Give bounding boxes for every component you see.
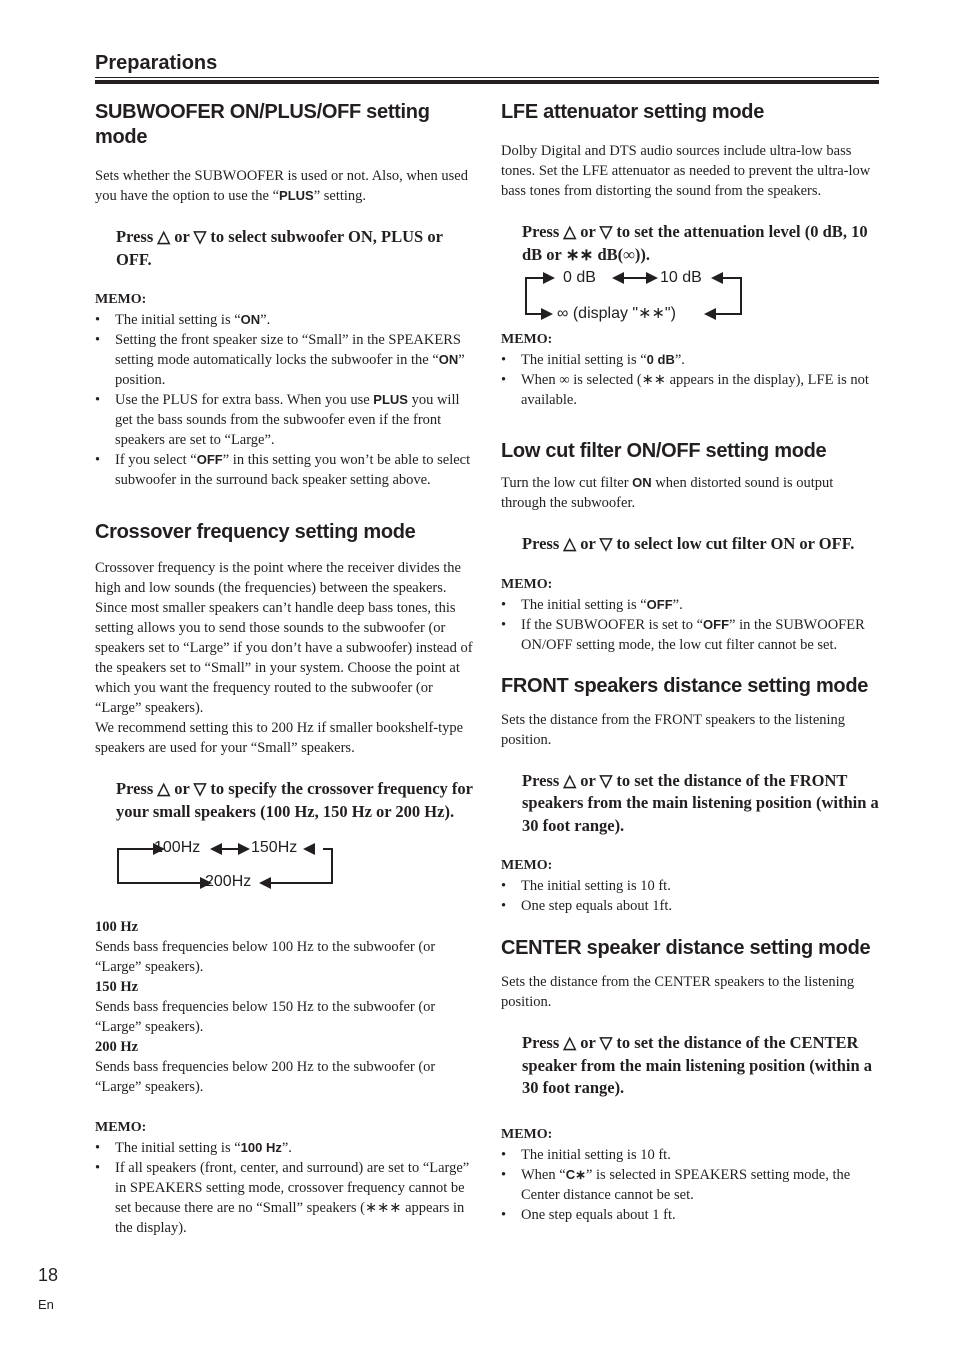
front-distance-section xyxy=(501,674,881,917)
crossover-paragraph-1: Crossover frequency is the point where the receiver divides the high and low sounds (the frequencies) between the speakers. Since most smaller speakers can’t handle deep bass tones, this setting allows you to send those sounds to the subwoofer (or speakers set to “Large” if you don’t have a subwoofer) instead of the speakers set to “Small” in your system. Choose the point at which you want the frequency routed to the subwoofer (or “Large” speakers). xyxy=(95,560,473,716)
memo-text: ” in this setting you won’t be able to select subwoofer in the surround back speaker setting above. xyxy=(115,452,471,488)
page-header-title: Preparations xyxy=(95,52,218,74)
list-item xyxy=(95,1138,475,1158)
crossover-option-150hz: 150Hz xyxy=(251,839,298,856)
page-number: 18 xyxy=(38,1265,59,1285)
option-100hz-heading: 100 Hz xyxy=(95,919,139,935)
lfe-press-instruction: Press △ or ▽ to set the attenuation level (0 dB, 10 dB or ∗∗ dB(∞)). xyxy=(522,222,868,264)
list-item: • The initial setting is 10 ft. xyxy=(501,876,881,896)
front-distance-memo-list xyxy=(501,876,881,916)
memo-text: ”. xyxy=(260,312,271,328)
lowcut-intro-keyword: ON xyxy=(632,475,652,490)
subwoofer-section xyxy=(95,100,475,490)
list-item xyxy=(501,350,881,370)
crossover-option-200hz: 200Hz xyxy=(205,873,252,890)
front-distance-intro: Sets the distance from the FRONT speakers to the listening position. xyxy=(501,711,846,748)
memo-text: ”. xyxy=(281,1140,292,1156)
front-distance-heading: FRONT speakers distance setting mode xyxy=(501,674,869,697)
crossover-press-instruction: Press △ or ▽ to specify the crossover frequency for your small speakers (100 Hz, 150 Hz or 200 Hz). xyxy=(116,779,473,821)
subwoofer-intro-text-a: Sets whether the SUBWOOFER is used or not. Also, when used you have the option to use the “ xyxy=(95,168,468,204)
memo-text: ” position. xyxy=(115,352,465,388)
crossover-cycle-diagram xyxy=(95,839,475,901)
list-item: • One step equals about 1ft. xyxy=(501,896,881,916)
memo-text: If the SUBWOOFER is set to “ xyxy=(521,616,704,633)
left-column xyxy=(95,100,475,1238)
center-distance-heading: CENTER speaker distance setting mode xyxy=(501,937,871,959)
list-item: • One step equals about 1 ft. xyxy=(501,1205,881,1225)
memo-keyword: 100 Hz xyxy=(240,1140,282,1155)
list-item xyxy=(501,615,881,655)
memo-text: The initial setting is “ xyxy=(521,352,647,368)
page-language: En xyxy=(38,1297,54,1312)
lowcut-section xyxy=(501,439,881,655)
memo-text: ”. xyxy=(674,352,685,368)
memo-keyword: ON xyxy=(438,352,459,367)
list-item: • When ∞ is selected (∗∗ appears in the display), LFE is not available. xyxy=(501,370,881,410)
crossover-options-description xyxy=(95,917,475,1097)
subwoofer-memo-list xyxy=(95,310,475,490)
center-distance-memo-list xyxy=(501,1145,881,1225)
header-rule-thick xyxy=(95,80,879,84)
memo-text: The initial setting is “ xyxy=(115,312,241,328)
lowcut-memo-title: MEMO: xyxy=(501,576,553,592)
subwoofer-intro-text-b: ” setting. xyxy=(313,188,367,204)
list-item xyxy=(95,390,475,450)
lfe-intro: Dolby Digital and DTS audio sources include ultra-low bass tones. Set the LFE attenuator as needed to prevent the ultra-low bass tones from distorting the sound from the speakers. xyxy=(501,143,871,199)
list-item xyxy=(95,450,475,490)
subwoofer-intro-plus: PLUS xyxy=(279,188,314,203)
subwoofer-intro xyxy=(95,166,475,206)
memo-keyword: ON xyxy=(240,312,261,327)
subwoofer-press-instruction: Press △ or ▽ to select subwoofer ON, PLUS or OFF. xyxy=(116,227,443,269)
crossover-memo-list xyxy=(95,1138,475,1238)
list-item: • If all speakers (front, center, and surround) are set to “Large” in SPEAKERS setting mode, crossover frequency cannot be set because there are no “Small” speakers (∗∗∗ appears in the display). xyxy=(95,1158,475,1238)
subwoofer-heading: SUBWOOFER ON/PLUS/OFF setting mode xyxy=(95,101,430,148)
memo-text: ”. xyxy=(672,596,683,613)
memo-keyword: 0 dB xyxy=(646,352,675,367)
center-distance-section xyxy=(501,936,881,1225)
lfe-cycle-diagram xyxy=(501,269,881,328)
crossover-paragraph-2: We recommend setting this to 200 Hz if smaller bookshelf-type speakers are used for your “Small” speakers. xyxy=(95,720,464,756)
list-item xyxy=(501,595,881,615)
crossover-section xyxy=(95,520,475,1238)
memo-keyword: PLUS xyxy=(373,392,408,407)
center-distance-intro: Sets the distance from the CENTER speakers to the listening position. xyxy=(501,974,855,1010)
crossover-heading: Crossover frequency setting mode xyxy=(95,521,416,543)
memo-text: ” is selected in SPEAKERS setting mode, the Center distance cannot be set. xyxy=(521,1166,851,1203)
crossover-option-100hz: 100Hz xyxy=(154,839,201,856)
lowcut-intro-text-a: Turn the low cut filter xyxy=(501,475,633,491)
memo-keyword: OFF xyxy=(703,616,730,632)
lfe-option-infinity: ∞ (display "∗∗") xyxy=(557,305,676,322)
memo-text: When “ xyxy=(521,1166,566,1183)
option-200hz-heading: 200 Hz xyxy=(95,1039,139,1055)
lowcut-memo-list xyxy=(501,595,881,655)
lowcut-intro-text-b: when distorted sound is output through the subwoofer. xyxy=(501,475,834,511)
memo-text: The initial setting is “ xyxy=(521,596,647,613)
center-distance-memo-title: MEMO: xyxy=(501,1126,553,1142)
list-item: • The initial setting is 10 ft. xyxy=(501,1145,881,1165)
option-150hz-heading: 150 Hz xyxy=(95,979,139,995)
lfe-option-0db: 0 dB xyxy=(563,269,596,286)
subwoofer-memo-title: MEMO: xyxy=(95,292,147,307)
option-200hz-text: Sends bass frequencies below 200 Hz to the subwoofer (or “Large” speakers). xyxy=(95,1059,436,1095)
right-column xyxy=(501,100,881,1225)
lfe-heading: LFE attenuator setting mode xyxy=(501,101,765,123)
list-item xyxy=(95,330,475,390)
list-item xyxy=(501,1165,881,1205)
crossover-memo-title: MEMO: xyxy=(95,1120,147,1135)
memo-keyword: C∗ xyxy=(565,1166,586,1182)
memo-text: ” in the SUBWOOFER ON/OFF setting mode, the low cut filter cannot be set. xyxy=(521,616,865,653)
memo-text: you will get the bass sounds from the subwoofer even if the front speakers are set to “Large”. xyxy=(115,392,460,448)
lfe-section xyxy=(501,100,881,410)
lowcut-heading: Low cut filter ON/OFF setting mode xyxy=(501,440,827,462)
memo-keyword: OFF xyxy=(646,596,673,612)
lfe-memo-title: MEMO: xyxy=(501,332,553,347)
center-distance-press-instruction: Press △ or ▽ to set the distance of the CENTER speaker from the main listening position (within a 30 foot range). xyxy=(522,1033,873,1097)
option-150hz-text: Sends bass frequencies below 150 Hz to the subwoofer (or “Large” speakers). xyxy=(95,999,436,1035)
memo-text: Use the PLUS for extra bass. When you use xyxy=(115,392,374,408)
memo-text: If you select “ xyxy=(115,452,197,468)
front-distance-memo-title: MEMO: xyxy=(501,858,553,873)
option-100hz-text: Sends bass frequencies below 100 Hz to the subwoofer (or “Large” speakers). xyxy=(95,939,436,975)
lfe-memo-list xyxy=(501,350,881,410)
lfe-option-10db: 10 dB xyxy=(660,269,702,286)
front-distance-press-instruction: Press △ or ▽ to set the distance of the FRONT speakers from the main listening position (within a 30 foot range). xyxy=(522,770,879,835)
lowcut-intro xyxy=(501,473,881,513)
memo-keyword: OFF xyxy=(196,452,223,467)
header-rule-thin xyxy=(95,77,879,78)
memo-text: Setting the front speaker size to “Small” in the SPEAKERS setting mode automatically locks the subwoofer in the “ xyxy=(115,332,461,368)
list-item xyxy=(95,310,475,330)
lowcut-press-instruction: Press △ or ▽ to select low cut filter ON or OFF. xyxy=(522,534,855,553)
memo-text: The initial setting is “ xyxy=(115,1140,241,1156)
